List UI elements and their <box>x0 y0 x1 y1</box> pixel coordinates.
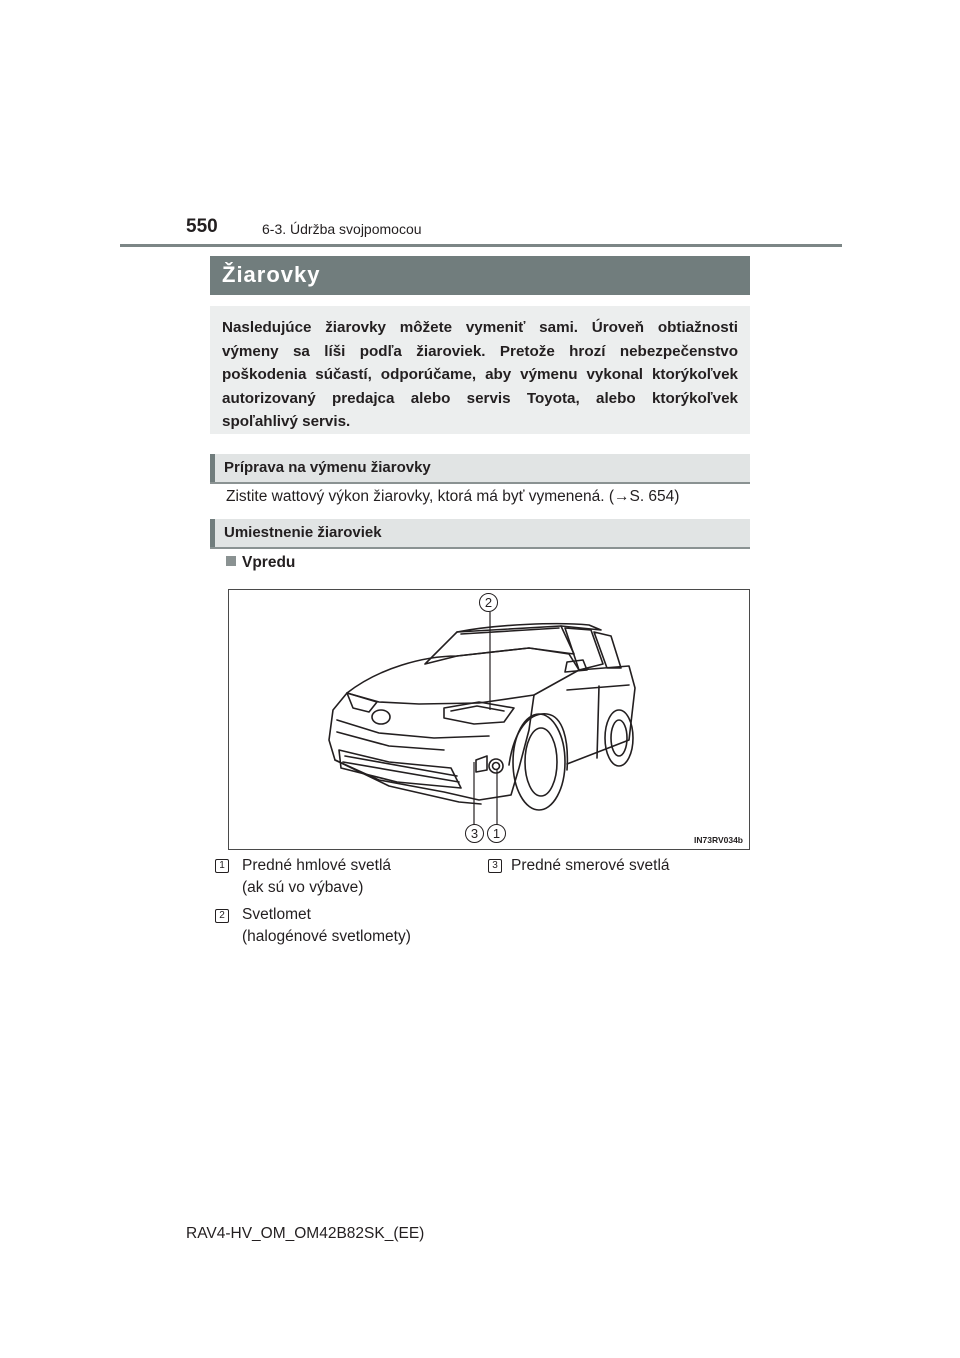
legend-item-1 <box>242 855 391 899</box>
header-divider <box>120 244 842 247</box>
callout-2: 2 <box>479 593 498 612</box>
legend-item-3-line1: Predné smerové svetlá <box>511 857 670 874</box>
legend-item-2-line2: (halogénové svetlomety) <box>242 928 411 945</box>
preparation-text <box>226 488 679 506</box>
legend-num-1: 1 <box>215 859 229 873</box>
document-code: RAV4-HV_OM_OM42B82SK_(EE) <box>186 1225 425 1242</box>
legend-item-1-line1: Predné hmlové svetlá <box>242 857 392 874</box>
section-reference: 6-3. Údržba svojpomocou <box>262 221 422 237</box>
arrow-icon: → <box>613 488 630 505</box>
intro-box <box>210 306 750 434</box>
square-bullet-icon <box>226 556 236 566</box>
page-reference-link[interactable]: S. 654) <box>629 488 680 505</box>
subheading-location-label: Umiestnenie žiaroviek <box>224 524 382 541</box>
subheading-preparation-label: Príprava na výmenu žiarovky <box>224 459 431 476</box>
legend-item-3 <box>511 855 670 877</box>
preparation-text-main: Zistite wattový výkon žiarovky, ktorá má byť vymenená. ( <box>226 488 614 505</box>
legend-item-2 <box>242 904 411 948</box>
front-heading-label: Vpredu <box>242 554 296 571</box>
car-illustration <box>229 590 749 849</box>
legend-num-2: 2 <box>215 909 229 923</box>
title-bar <box>210 256 750 295</box>
callout-3: 3 <box>465 824 484 843</box>
legend-item-1-line2: (ak sú vo výbave) <box>242 879 364 896</box>
subheading-preparation <box>210 454 750 484</box>
callout-1: 1 <box>487 824 506 843</box>
page-title: Žiarovky <box>222 262 321 287</box>
legend-num-3: 3 <box>488 859 502 873</box>
front-heading <box>226 554 295 572</box>
car-front-figure <box>228 589 750 850</box>
intro-text: Nasledujúce žiarovky môžete vymeniť sami. Úroveň obtiažnosti výmeny sa líši podľa žiaroviek. Pretože hrozí nebezpečenstvo poškodenia súčastí, odporúčame, aby výmenu vykonal ktorýkoľvek autorizovaný predajca alebo servis Toyota, alebo ktorýkoľvek spoľahlivý servis. <box>222 319 738 431</box>
subheading-location <box>210 519 750 549</box>
legend-item-2-line1: Svetlomet <box>242 906 311 923</box>
figure-code: IN73RV034b <box>694 835 743 845</box>
page-number: 550 <box>186 216 218 237</box>
